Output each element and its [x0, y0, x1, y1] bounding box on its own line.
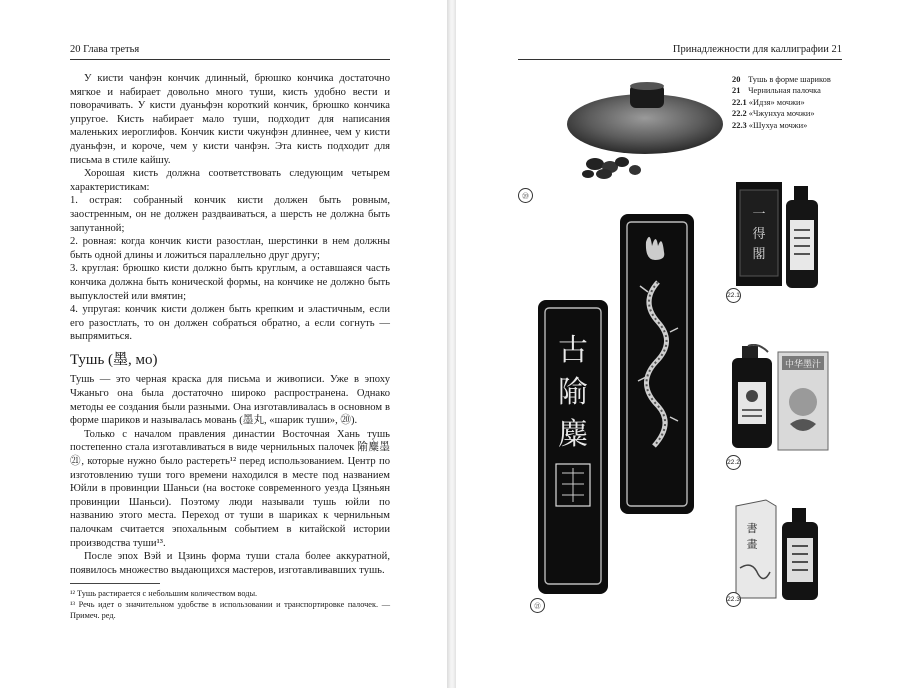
paragraph: После эпох Вэй и Цзинь форма туши стала более аккуратной, появилось множество выдающихся мастеров, изготавливавших тушь. [70, 551, 390, 576]
list-item: 2. ровная: когда кончик кисти разостлан, шерстинки в нем должны быть одной длины и ложиться параллельно друг другу; [70, 236, 390, 261]
right-running-head: Принадлежности для каллиграфии 21 [672, 44, 842, 55]
caption-item: 20 Тушь в форме шариков [732, 75, 831, 84]
footnote-rule [70, 583, 160, 584]
caption-item: 22.3 «Шухуа мочжи» [732, 120, 808, 130]
dragon-ink-stick-image [618, 212, 696, 516]
ink-stone-image [560, 82, 730, 182]
left-body-text [70, 72, 390, 621]
right-page [456, 0, 900, 688]
svg-text:麋: 麋 [558, 417, 588, 452]
ink-stick-image [536, 298, 610, 596]
ink-bottle-zhonghua-image [728, 344, 832, 454]
figure-number-badge: 22.3 [726, 592, 741, 607]
svg-text:一: 一 [752, 207, 766, 222]
ink-bottle-yidege-image [732, 180, 824, 292]
ink-bottle-shuhua-image [732, 498, 828, 602]
list-item: 3. круглая: брюшко кисти должно быть круглым, а оставшаяся часть кончика должна быть конической формы, на кончике не должно быть выпуклостей или вмятин; [70, 263, 390, 302]
svg-text:閣: 閣 [752, 247, 766, 262]
footnote: ¹² Тушь растирается с небольшим количеством воды. [70, 589, 258, 599]
figure-number-badge: 22.1 [726, 288, 741, 303]
svg-text:得: 得 [752, 227, 766, 242]
list-item: 1. острая: собранный кончик кисти должен быть ровным, заостренным, он не должен раздваиваться, а шерсть не должна быть запутанной; [70, 195, 390, 234]
left-page [0, 0, 448, 688]
figure-captions [732, 74, 882, 131]
svg-text:畫: 畫 [746, 538, 758, 551]
svg-text:書: 書 [746, 522, 758, 535]
footnote: ¹³ Речь идет о значительном удобстве в использовании и транспортировке палочек. — Примеч. ред. [70, 600, 390, 621]
figure-number-badge: ⑳ [518, 188, 533, 203]
left-running-head: 20 Глава третья [70, 44, 140, 55]
caption-item: 22.1 «Идзя» мочжи» [732, 97, 805, 107]
paragraph: У кисти чанфэн кончик длинный, брюшко кончика достаточно мягкое и набирает довольно много туши, кисть удобно вести и поворачивать. У кисти дуаньфэн короткий кончик, брюшко кончика упругое. Кисть набирает мало туши, подходит для написания маленьких иероглифов. Кончик кисти чжунфэн длиннее, чем у кисти дуаньфэн, и короче, чем у кисти чанфэн. Эта кисть подходит для письма в стиле кайшу. [70, 73, 390, 166]
caption-item: 22.2 «Чжунхуа мочжи» [732, 109, 815, 119]
svg-text:古: 古 [558, 333, 588, 368]
list-item: 4. упругая: кончик кисти должен быть крепким и эластичным, если его разостлать, то он должен собраться обратно, а если согнуть — выпрямиться. [70, 304, 390, 343]
svg-text:中华墨汁: 中华墨汁 [784, 360, 822, 370]
paragraph: Хорошая кисть должна соответствовать следующим четырем характеристикам: [70, 168, 390, 193]
paragraph: Только с началом правления династии Восточная Хань тушь постепенно стала изготавливаться в виде чернильных палочек 隃麋墨 ㉑, которые нужно было растереть¹² перед использованием. Центр по изготовлению туши того времени находился в месте под названием Юйли в провинции Шаньси (на востоке современного уезда Цзяньян провинции Шаньси). Поэтому люди называли тушь юйли по названию этого места. Переход от туши в шариках к чернильным палочкам считается эпохальным событием в китайской истории производства туши¹³. [70, 428, 390, 549]
section-title: Тушь (墨, мо) [70, 351, 158, 368]
svg-text:隃: 隃 [558, 375, 588, 410]
right-header-rule [518, 59, 842, 60]
figure-number-badge: ㉑ [530, 598, 545, 613]
caption-item: 21 Чернильная палочка [732, 86, 821, 96]
paragraph: Тушь — это черная краска для письма и живописи. Уже в эпоху Чжаньго она была достаточно широко распространена. Однако методы ее создания были разными. Она изготавливалась в основном в форме шариков и называлась мовань (墨丸, «шарик туши», ⑳). [70, 374, 390, 427]
figure-number-badge: 22.2 [726, 455, 741, 470]
left-header-rule [70, 59, 390, 60]
